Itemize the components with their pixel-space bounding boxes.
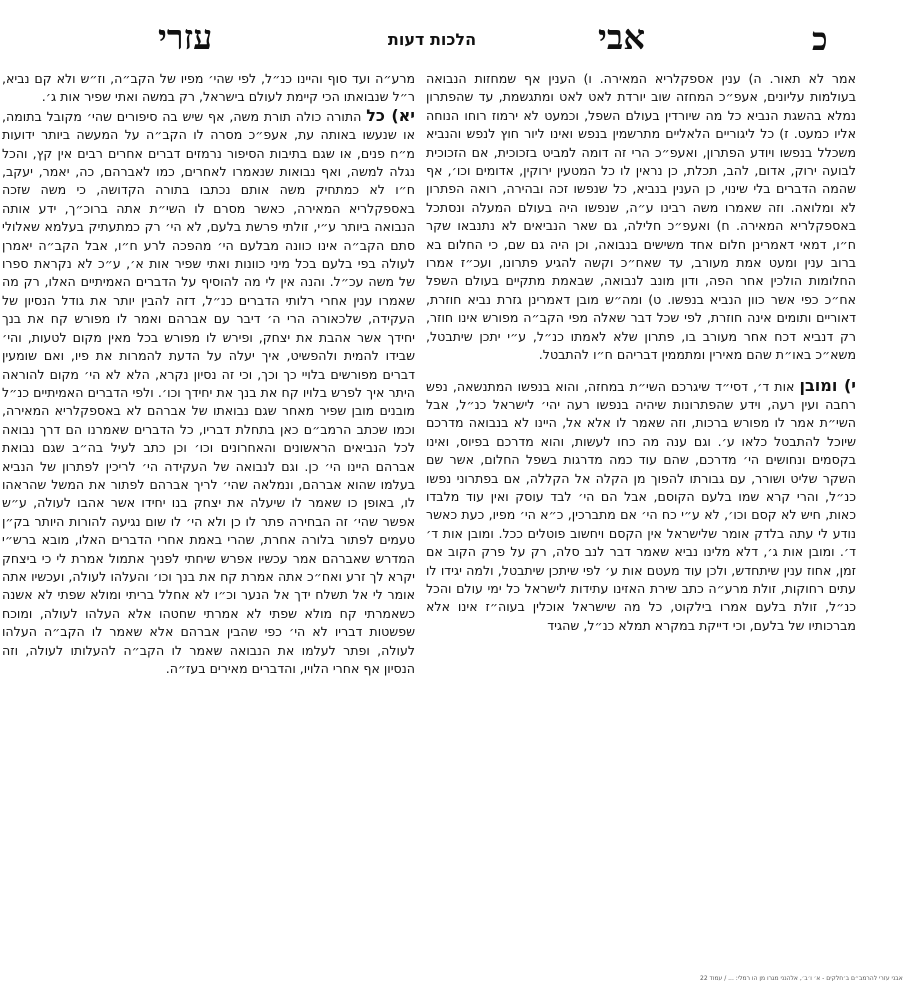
paragraph-gap <box>426 365 856 377</box>
header-right-title: אבי <box>598 18 646 58</box>
paragraph-lead-word: יא) כל <box>366 105 415 125</box>
page-header <box>0 0 865 60</box>
header-section-title: הלכות דעות <box>387 30 477 49</box>
header-left-title: עזרי <box>158 18 213 58</box>
right-paragraph-1: אמר לא תאור. ה) ענין אספקלריא המאירה. ו) הענין אף שמחזות הנבואה בעולמות עליונים, אעפ״כ המחזה שוב יורדת לאט לאט ומתגשמת, עד שהפתרון נמלא בהשגת הנביא כל מה שיורדין בעולם השפל, וכמעט לא ירמוז רוחו הנוחה אליו כמעט. ז) כל ליגוריים הלאליים מתרשמין בנפש ואינו ליור חוץ לנפש והנביא משכלל בנפשו ויודע הפתרון, ואעפ״כ הרי זה דומה למביט בזכוכית, אם הזכוכית לבועה ירוק, אדום, להב, תכלת, כן נראין לו כל המטעין ירוקין, אדומים וכו׳, אף שהמה הדברים בלי שינוי, כן הענין בנביא, כל שנפשו זכה ובהירה, רואה הפתרון לא ומלואה. וזה שאמרו משה רבינו ע״ה, שנפשו היה בעולם המעלה ונסתכל באספקלריא המאירה. ח) ואעפ״כ חלילה, גם שאר הנביאים לא נתנבאו שקר ח״ו, דמאי דאמרינן חלום אחד משישים בנבואה, וכן היה גם שם, כי החלום בא ברוב ענין ומעט אמת מעורב, עד שאח״כ וקשה להגיע פתרונו, ועכ״ז אמרו החלומות הולכין אחר הפה, ודון מונב לנבואה, שבאמת מתקיים בעולם השפל אח״כ כפי אשר כוון הנביא בנפשו. ט) ומה״ש מובן דאמרינן גזרת נביא חוזרת, דאוריים ותומים אינה חוזרת, לפי שכל דבר שאלה מפי הקב״ה מפורש אינו חוזר, רק דנביא דכח אחר מעורב בו, פתרון שלא לאמתו כנ״ל, ע״י יתכן שיתבטל, משא״כ באו״ת שהם מאירין ומתממין דבריהם ח״ו להתבטל. <box>426 71 856 363</box>
footer-note: אבני עזרי להרמב״ם ב׳חלקים - א׳ ו׳ב׳, אלהנני מגרו מן הו רמלי: ... / עמוד 22 <box>700 975 903 982</box>
right-text-column <box>426 70 856 635</box>
right-paragraph-2 <box>426 377 856 636</box>
left-paragraph-2 <box>2 107 415 679</box>
right-paragraph-2-text: אות ד׳, דסי״ד שיגרכם השי״ת במחזה, והוא בנפשו המתנשאה, נפש רחבה ועין רעה, וידע שהפתרונות שיהיה בנפשו רעה יהי׳ לישראל כנ״ל, אבל השי״ת אמר לו מפורש ברכות, וזה שאמר לו אלא אל, היינו לא בנבואה מדרכם שיוכל להתבטל כלאו ע׳. וגם ענה מה כחו לעשות, והוא מדרכם בפיוס, ואינו בקסמים ונחושים הי׳ מדרכם, שהם עוד כמה מדרגות בשפל החלום, אשר שם השקר שליט ושורר, עם גבורתו להפוך מן הקלה אל הקללה, אם בפתרוני נפשו כנ״ל, והרי קרא שמו בלעם הקוסם, אבל הם הי׳ לבד עוסק ואין עוד מלבדו כאות, חיש לא קסם וכו׳, לא ע״י כח הי׳ אם מתברכין, כ״א הי׳ מפיו, כעת כאשר נודע לי עתה בלדק אומר שלישראל אין הקסם ויחשוב פוטלים ככל. ומובן אות ד׳ ד׳. ומובן אות ג׳, דלא מלינו נביא שאמר דבר לנב סלה, רק על פרק הקוב אם זמן, אחוז ענין שיתחדש, ולכן עוד מעטם אות ע׳ לפי שיתכן שיתבטל, ולמה יגידו לו עתים רחוקות, זולת מרע״ה כתב שירת האזינו עתידות לישראל כל ימי עולם והכל כנ״ל, זולת בלעם אמרו בילקוט, כל מה שישראל אוכלין בעוה״ז אינו אלא מברכותיו של בלעם, וכי דייקת במקרא תמלא כנ״ל, שהגיד <box>426 378 856 633</box>
page-number: כ <box>812 20 828 58</box>
left-paragraph-1: מרע״ה ועד סוף והיינו כנ״ל, לפי שהי׳ מפיו של הקב״ה, וז״ש ולא קם נביא, ר״ל שנבואתו הכי קיימת לעולם בישראל, רק במשה ואתי שפיר אות ג׳. <box>2 71 415 105</box>
left-paragraph-2-text: התורה כולה תורת משה, אף שיש בה סיפורים שהי׳ מקובל בתומה, או שנעשו באותה עת, אעפ״כ מסרה לו הקב״ה על המעשה ביותר ידועות מ״ח פנים, או שגם בתיבות הסיפור נרמזים דברים אחרים רבים אין קץ, והכל נגלה למשה, ואף נבואות שנאמרו לאחרים, כמו לאברהם, כה, יאמר, יעקב, ח״ו לא כמתחיק משה אותם נכתבו בתורה הקדושה, כי משה שזכה באספקלריא המאירה, כאשר מסרם לו השי״ת אתה ברוכ״ך, ידע אותה הנבואה ביותר ע״י, זולתי פרשת בלעם, לא הי׳ רק כמתעתיק בעלמא שאלולי סתם הקב״ה אינו כוונה מבלעם הי׳ מהפכה לרע ח״ו, אבל הקב״ה יאמרן לעולה בפי בלעם בכל מיני כוונות ואתי שפיר אות א׳, ע״כ לא נקראת ספרו של משה עכ״ל. והנה אין לי מה להוסיף על הדברים האמיתיים האלו, רק מה שאמרו ענין אחרי רלותי הדברים כנ״ל, דזה להבין יותר את גודל הנסיון של העקידה, שלכאורה הרי ה׳ דיבר עם אברהם ואמר לו מפורש קח את בנך יחידך אשר אהבת את יצחק, ופירש לו מפורש בכל מאין מקום לטעות, והי׳ שבידו להמית ולהפשיט, איך יעלה על הדעת להמרות את פיו, ואם שומעין דברים מפורשים בלויי כך וכך, וכי זה נסיון נקרא, הלא לא הי׳ מקום להוראה היתר איך לפרש בלויו קח את בנך את יחידך וכו׳. ולפי הדברים האמיתיים כנ״ל מובנים מובן שפיר מאחר שגם נבואתו של אברהם לא באספקלריא המאירה, וכמו שכתב הרמב״ם כאן בתחלת דבריו, כל הדברים שאמרנו הם דרך נבואה לכל הנביאים הראשונים והאחרונים וכו׳ וכן כתב לעיל בה״ב שגם נבואת אברהם היינו הי׳ כן. וגם לנבואה של העקידה הי׳ לריכין לפתרון של הנביא בעלמו שהוא אברהם, ונמלאה שהי׳ לריך אברהם לפתור את המשל שהראהו לו, באופן כו שאמר לו שיעלה את יצחק בנו יחידו אשר אהבו לעולה, ע״ש אפשר שהי׳ זה הבחירה פתר לו כן ולא הי׳ לו שום נגיעה להורות היותר בק״ן טעמים לפתור בלורה אחרת, שהרי באמת אחרי הדברים האלו, מובא ברש״י המדרש שאברהם אמר עכשיו אפרש שיחתי לפניך אתמול אמרת לי כי ביצחק יקרא לך זרע ואח״כ אתה אמרת קח את בנך וכו׳ והעלהו לעולה, ועכשיו אתה אומר לי אל תשלח ידך אל הנער וכ״ו לא אחלל בריתי ומולא שפתי לא אשנה כשאמרתי קח מולא שפתי לא אמרתי שחטהו אלא העלהו לעולה, ומוכח שפשטות דבריו לא הי׳ כפי שהבין אברהם אלא שאמר לו הקב״ה העלהו לעולה, ופתר לעלמו את הנבואה שאמר לו הקב״ה להעלותו לעולה, וזה הנסיון אף אחרי הלויו, והדברים מאירים בעז״ה. <box>2 108 415 676</box>
left-text-column <box>2 70 415 678</box>
paragraph-lead-word: י) ומובן <box>799 375 856 395</box>
